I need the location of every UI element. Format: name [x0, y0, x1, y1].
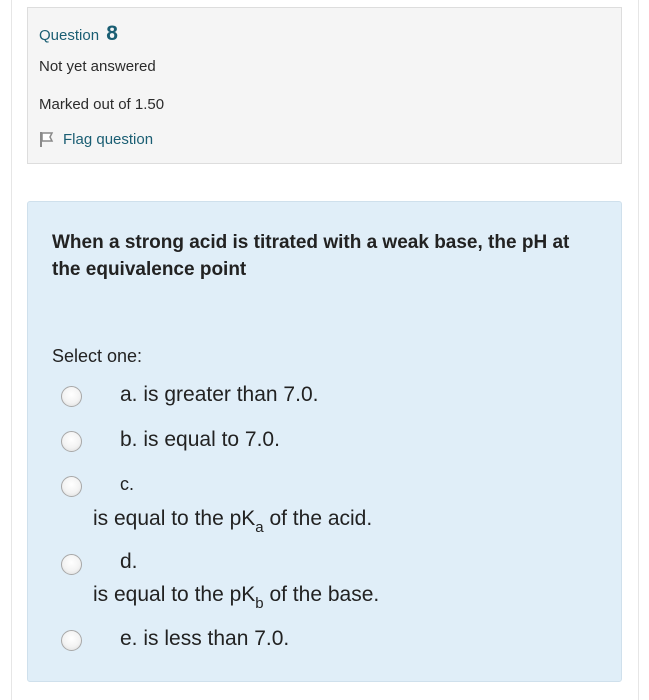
select-one-prompt: Select one: — [52, 346, 143, 366]
grade-info: Marked out of 1.50 — [39, 96, 165, 113]
radio-option-d[interactable] — [61, 554, 82, 575]
question-info-panel — [27, 7, 622, 164]
question-number: 8 — [106, 22, 118, 45]
page-border-right — [638, 0, 639, 700]
option-c-subscript: a — [255, 519, 264, 536]
option-b-label: b. is equal to 7.0. — [120, 428, 280, 451]
option-d-label: d. — [120, 550, 138, 573]
option-d-prefix: is equal to the pK — [93, 583, 256, 606]
radio-option-c[interactable] — [61, 476, 82, 497]
option-d-subscript: b — [255, 595, 264, 612]
option-c-prefix: is equal to the pK — [93, 507, 256, 530]
radio-option-b[interactable] — [61, 431, 82, 452]
radio-option-a[interactable] — [61, 386, 82, 407]
question-text: When a strong acid is titrated with a weak base, the pH at the equivalence point — [52, 232, 570, 280]
question-label: Question — [39, 27, 100, 44]
option-d-text — [93, 583, 379, 612]
option-c-suffix: of the acid. — [263, 507, 373, 530]
option-c-text — [93, 507, 372, 536]
option-c-label: c. — [120, 474, 135, 494]
option-d-suffix: of the base. — [263, 583, 380, 606]
option-e-label: e. is less than 7.0. — [120, 627, 290, 650]
answer-state: Not yet answered — [39, 58, 156, 75]
flag-icon — [39, 131, 55, 148]
flag-question-label: Flag question — [63, 131, 154, 148]
option-a-label: a. is greater than 7.0. — [120, 383, 319, 406]
question-heading — [39, 22, 118, 46]
page-border-left — [11, 0, 12, 700]
question-content-panel — [27, 201, 622, 682]
flag-question-link[interactable] — [39, 131, 153, 148]
radio-option-e[interactable] — [61, 630, 82, 651]
